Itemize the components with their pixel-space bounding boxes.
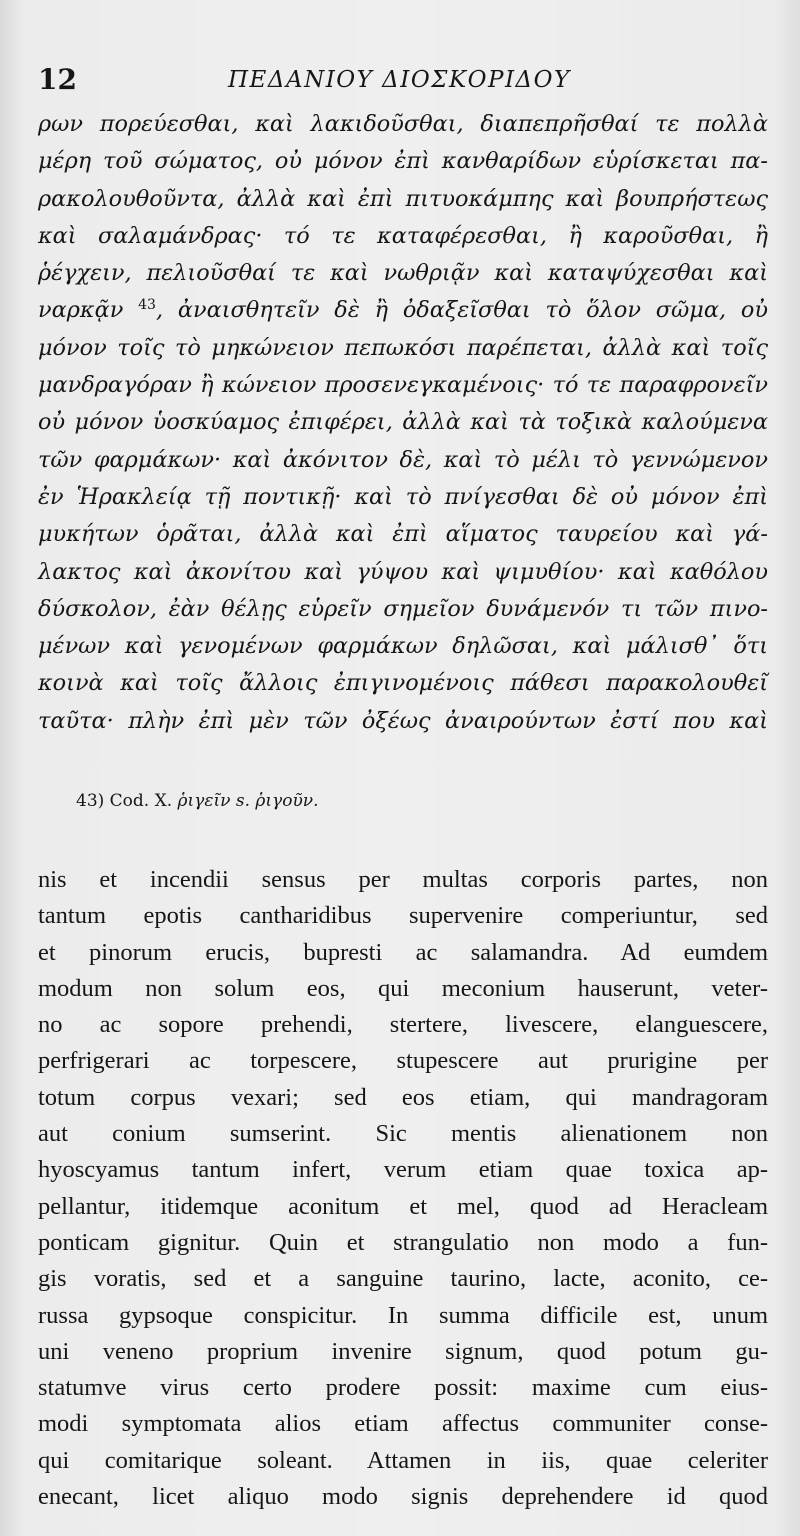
latin-text-line: no ac sopore prehendi, stertere, livescere, elanguescere, bbox=[38, 1011, 768, 1039]
latin-text-block bbox=[38, 862, 768, 1515]
footnote-text: ῥιγεῖν s. ῥιγοῦν. bbox=[177, 791, 319, 811]
latin-text-line: modum non solum eos, qui meconium hauserunt, veter- bbox=[38, 974, 768, 1002]
greek-text-line: δύσκολον, ἐὰν θέλῃς εὑρεῖν σημεῖον δυνάμενόν τι τῶν πινο- bbox=[38, 595, 768, 622]
latin-text-line: et pinorum erucis, bupresti ac salamandra. Ad eumdem bbox=[38, 938, 768, 966]
greek-text-line: οὐ μόνον ὑοσκύαμος ἐπιφέρει, ἀλλὰ καὶ τὰ τοξικὰ καλούμενα bbox=[38, 409, 768, 436]
footnote-label: 43) Cod. X. bbox=[76, 791, 173, 811]
greek-text-block bbox=[38, 106, 768, 740]
greek-text-line: ρακολουθοῦντα, ἀλλὰ καὶ ἐπὶ πιτυοκάμπης καὶ βουπρήστεως bbox=[38, 185, 768, 212]
greek-text-line: μέρη τοῦ σώματος, οὐ μόνον ἐπὶ κανθαρίδων εὑρίσκεται πα- bbox=[38, 148, 768, 175]
page-number: 12 bbox=[38, 63, 77, 96]
latin-text-line: tantum epotis cantharidibus supervenire comperiuntur, sed bbox=[38, 902, 768, 930]
latin-text-line: modi symptomata alios etiam affectus communiter conse- bbox=[38, 1410, 768, 1438]
latin-text-line: russa gypsoque conspicitur. In summa difficile est, unum bbox=[38, 1301, 768, 1329]
footnote-reference: 43 bbox=[138, 297, 156, 314]
latin-text-line: pellantur, itidemque aconitum et mel, quod ad Heracleam bbox=[38, 1192, 768, 1220]
latin-text-line: qui comitarique soleant. Attamen in iis, quae celeriter bbox=[38, 1446, 768, 1474]
latin-text-line: enecant, licet aliquo modo signis deprehendere id quod bbox=[38, 1483, 768, 1511]
latin-text-line: statumve virus certo prodere possit: maxime cum eius- bbox=[38, 1374, 768, 1402]
latin-text-line: ponticam gignitur. Quin et strangulatio non modo a fun- bbox=[38, 1228, 768, 1256]
greek-text-line: μυκήτων ὁρᾶται, ἀλλὰ καὶ ἐπὶ αἵματος ταυρείου καὶ γά- bbox=[38, 521, 768, 548]
greek-text-line: λακτος καὶ ἀκονίτου καὶ γύψου καὶ ψιμυθίου· καὶ καθόλου bbox=[38, 558, 768, 585]
greek-text-line: κοινὰ καὶ τοῖς ἄλλοις ἐπιγινομένοις πάθεσι παρακολουθεῖ bbox=[38, 670, 768, 697]
greek-text-line: ρων πορεύεσθαι, καὶ λακιδοῦσθαι, διαπεπρῆσθαί τε πολλὰ bbox=[38, 111, 768, 137]
latin-text-line: aut conium sumserint. Sic mentis alienationem non bbox=[38, 1120, 768, 1148]
latin-text-line: nis et incendii sensus per multas corporis partes, non bbox=[38, 866, 768, 893]
running-head: ΠΕΔΑΝΙΟΥ ΔΙΟΣΚΟΡΙΔΟΥ bbox=[228, 67, 571, 93]
latin-text-line: gis voratis, sed et a sanguine taurino, lacte, aconito, ce- bbox=[38, 1265, 768, 1293]
footnote bbox=[76, 784, 476, 818]
greek-text-line: τῶν φαρμάκων· καὶ ἀκόνιτον δὲ, καὶ τὸ μέλι τὸ γεννώμενον bbox=[38, 446, 768, 473]
page-header bbox=[38, 60, 768, 100]
greek-text-line: μόνον τοῖς τὸ μηκώνειον πεπωκόσι παρέπεται, ἀλλὰ καὶ τοῖς bbox=[38, 334, 768, 361]
latin-text-line: perfrigerari ac torpescere, stupescere aut prurigine per bbox=[38, 1047, 768, 1075]
greek-text-fragment: ναρκᾷν bbox=[38, 297, 139, 324]
greek-text-line: καὶ σαλαμάνδρας· τό τε καταφέρεσθαι, ἢ καροῦσθαι, ἢ bbox=[38, 222, 768, 249]
greek-text-line: μένων καὶ γενομένων φαρμάκων δηλῶσαι, καὶ μάλισθ᾽ ὅτι bbox=[38, 633, 768, 660]
latin-text-line: uni veneno proprium invenire signum, quod potum gu- bbox=[38, 1337, 768, 1365]
greek-text-line-with-note bbox=[38, 292, 768, 329]
latin-text-line: hyoscyamus tantum infert, verum etiam quae toxica ap- bbox=[38, 1156, 768, 1184]
greek-text-line: ῥέγχειν, πελιοῦσθαί τε καὶ νωθριᾷν καὶ καταψύχεσθαι καὶ bbox=[38, 260, 768, 287]
greek-text-line: μανδραγόραν ἢ κώνειον προσενεγκαμένοις· τό τε παραφρονεῖν bbox=[38, 372, 768, 399]
greek-text-fragment: , ἀναισθητεῖν δὲ ἢ ὀδαξεῖσθαι τὸ ὅλον σῶμα, οὐ bbox=[155, 297, 768, 324]
greek-text-line: ἐν Ἡρακλείᾳ τῇ ποντικῇ· καὶ τὸ πνίγεσθαι δὲ οὐ μόνον ἐπὶ bbox=[38, 483, 768, 510]
latin-text-line: totum corpus vexari; sed eos etiam, qui mandragoram bbox=[38, 1083, 768, 1111]
greek-text-line: ταῦτα· πλὴν ἐπὶ μὲν τῶν ὀξέως ἀναιρούντων ἐστί που καὶ bbox=[38, 707, 768, 734]
